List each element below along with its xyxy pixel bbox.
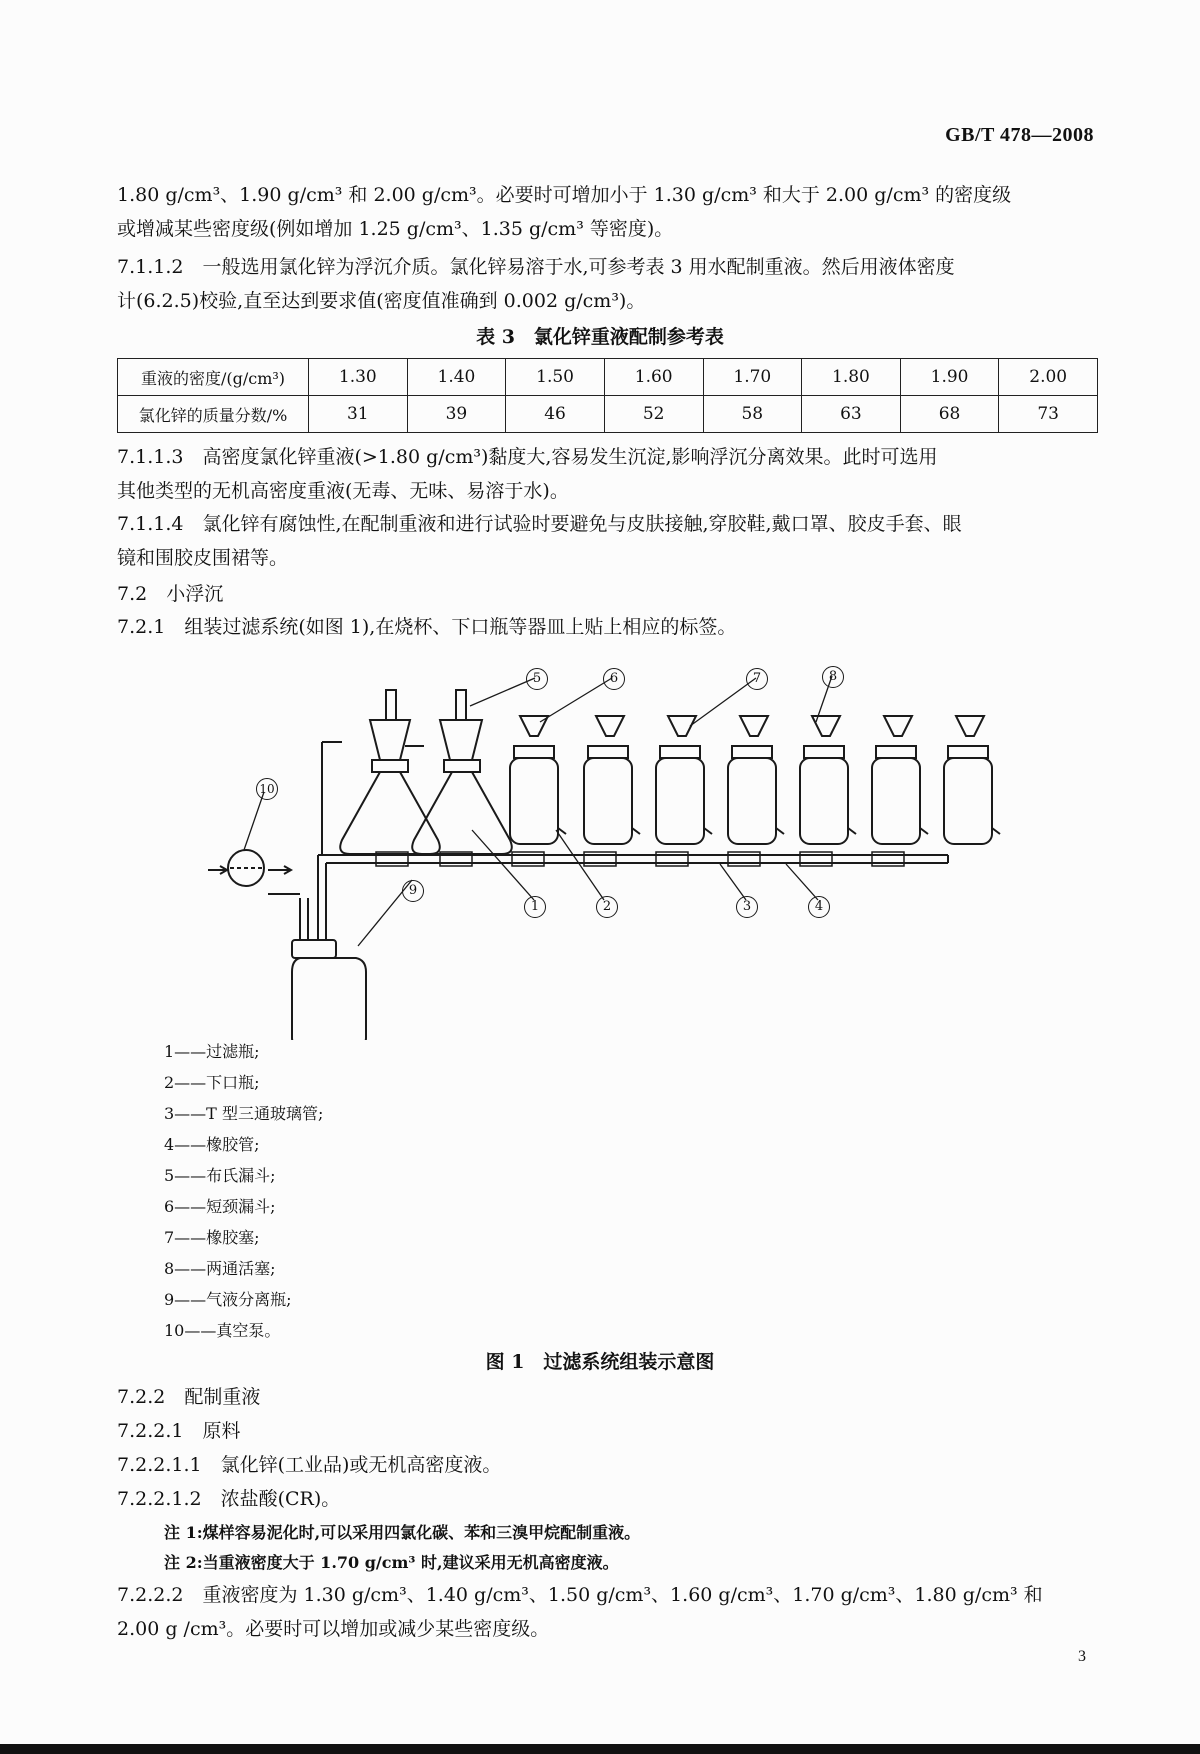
table-cell: 1.40 (407, 359, 506, 396)
table-cell: 1.60 (604, 359, 703, 396)
table-cell: 31 (309, 396, 408, 433)
lower-outlet-bottle (656, 716, 712, 844)
paragraph-7-1-1-3 (117, 440, 1092, 508)
figure-1-diagram (0, 660, 1200, 1040)
legend-item: 9——气液分离瓶; (164, 1290, 292, 1309)
callout-4: 4 (808, 896, 830, 918)
callout-3: 3 (736, 896, 758, 918)
paragraph-7-1-1-4 (117, 507, 1092, 575)
callout-5: 5 (526, 668, 548, 690)
note-2: 注 2:当重液密度大于 1.70 g/cm³ 时,建议采用无机高密度液。 (164, 1553, 619, 1572)
paragraph-7-1-1-2 (117, 250, 1092, 318)
lower-outlet-bottle (944, 716, 1000, 844)
table-cell: 52 (604, 396, 703, 433)
callout-2: 2 (596, 896, 618, 918)
table-3 (117, 358, 1098, 433)
filter-flask (340, 690, 440, 854)
paragraph-7-2-2-1-1: 7.2.2.1.1 氯化锌(工业品)或无机高密度液。 (117, 1454, 502, 1476)
text-line: 其他类型的无机高密度重液(无毒、无味、易溶于水)。 (117, 480, 569, 502)
callout-9: 9 (402, 880, 424, 902)
text-line: 或增减某些密度级(例如增加 1.25 g/cm³、1.35 g/cm³ 等密度)。 (117, 218, 674, 240)
table-cell: 39 (407, 396, 506, 433)
table-row-header: 重液的密度/(g/cm³) (118, 359, 309, 396)
note-1: 注 1:煤样容易泥化时,可以采用四氯化碳、苯和三溴甲烷配制重液。 (164, 1523, 641, 1542)
legend-item: 6——短颈漏斗; (164, 1197, 276, 1216)
lower-outlet-bottle (872, 716, 928, 844)
table-row-header: 氯化锌的质量分数/% (118, 396, 309, 433)
table-cell: 58 (703, 396, 802, 433)
lower-outlet-bottle (584, 716, 640, 844)
table-cell: 46 (506, 396, 605, 433)
gas-liquid-separator-bottle (292, 958, 366, 1040)
text-line: 计(6.2.5)校验,直至达到要求值(密度值准确到 0.002 g/cm³)。 (117, 290, 646, 312)
table-cell: 1.70 (703, 359, 802, 396)
paragraph-density-levels (117, 178, 1092, 246)
legend-item: 5——布氏漏斗; (164, 1166, 276, 1185)
text-line: 7.1.1.3 高密度氯化锌重液(>1.80 g/cm³)黏度大,容易发生沉淀,影响浮沉分离效果。此时可选用 (117, 446, 938, 468)
legend-item: 3——T 型三通玻璃管; (164, 1104, 324, 1123)
table-cell: 1.30 (309, 359, 408, 396)
table-cell: 1.80 (802, 359, 901, 396)
section-7-2-2-1-heading: 7.2.2.1 原料 (117, 1420, 241, 1442)
callout-6: 6 (603, 668, 625, 690)
table-cell: 1.90 (900, 359, 999, 396)
callout-8: 8 (822, 666, 844, 688)
table-cell: 2.00 (999, 359, 1098, 396)
paragraph-7-2-2-1-2: 7.2.2.1.2 浓盐酸(CR)。 (117, 1488, 341, 1510)
table-cell: 68 (900, 396, 999, 433)
scan-edge-bar (0, 1744, 1200, 1754)
text-line: 2.00 g /cm³。必要时可以增加或减少某些密度级。 (117, 1618, 550, 1640)
callout-10: 10 (256, 778, 278, 800)
paragraph-7-2-2-2 (117, 1578, 1092, 1646)
legend-item: 1——过滤瓶; (164, 1042, 260, 1061)
lower-outlet-bottle (800, 716, 856, 844)
lower-outlet-bottle (728, 716, 784, 844)
table-3-caption: 表 3 氯化锌重液配制参考表 (476, 326, 724, 348)
section-7-2-heading: 7.2 小浮沉 (117, 583, 224, 605)
figure-1-legend (164, 1036, 323, 1346)
callout-1: 1 (524, 896, 546, 918)
figure-1-caption: 图 1 过滤系统组装示意图 (485, 1351, 715, 1373)
table-cell: 73 (999, 396, 1098, 433)
legend-item: 10——真空泵。 (164, 1321, 281, 1340)
table-row-fraction (118, 396, 1098, 433)
lower-outlet-bottles (510, 716, 1000, 844)
lower-outlet-bottle (510, 716, 566, 844)
text-line: 7.1.1.2 一般选用氯化锌为浮沉介质。氯化锌易溶于水,可参考表 3 用水配制重液。然后用液体密度 (117, 256, 955, 278)
table-cell: 1.50 (506, 359, 605, 396)
legend-item: 4——橡胶管; (164, 1135, 260, 1154)
callout-7: 7 (746, 668, 768, 690)
text-line: 7.1.1.4 氯化锌有腐蚀性,在配制重液和进行试验时要避免与皮肤接触,穿胶鞋,戴口罩、胶皮手套、眼 (117, 513, 962, 535)
table-row-density (118, 359, 1098, 396)
legend-item: 2——下口瓶; (164, 1073, 260, 1092)
text-line: 7.2.2.2 重液密度为 1.30 g/cm³、1.40 g/cm³、1.50 g/cm³、1.60 g/cm³、1.70 g/cm³、1.80 g/cm³ 和 (117, 1584, 1043, 1606)
separator-stopper (292, 940, 336, 958)
section-7-2-2-heading: 7.2.2 配制重液 (117, 1386, 261, 1408)
page-number: 3 (1078, 1648, 1086, 1665)
standard-code: GB/T 478—2008 (945, 124, 1094, 146)
paragraph-7-2-1: 7.2.1 组装过滤系统(如图 1),在烧杯、下口瓶等器皿上贴上相应的标签。 (117, 616, 737, 638)
filter-flask (412, 690, 512, 854)
legend-item: 8——两通活塞; (164, 1259, 276, 1278)
text-line: 镜和围胶皮围裙等。 (117, 547, 289, 569)
legend-item: 7——橡胶塞; (164, 1228, 260, 1247)
table-cell: 63 (802, 396, 901, 433)
text-line: 1.80 g/cm³、1.90 g/cm³ 和 2.00 g/cm³。必要时可增加小于 1.30 g/cm³ 和大于 2.00 g/cm³ 的密度级 (117, 184, 1012, 206)
